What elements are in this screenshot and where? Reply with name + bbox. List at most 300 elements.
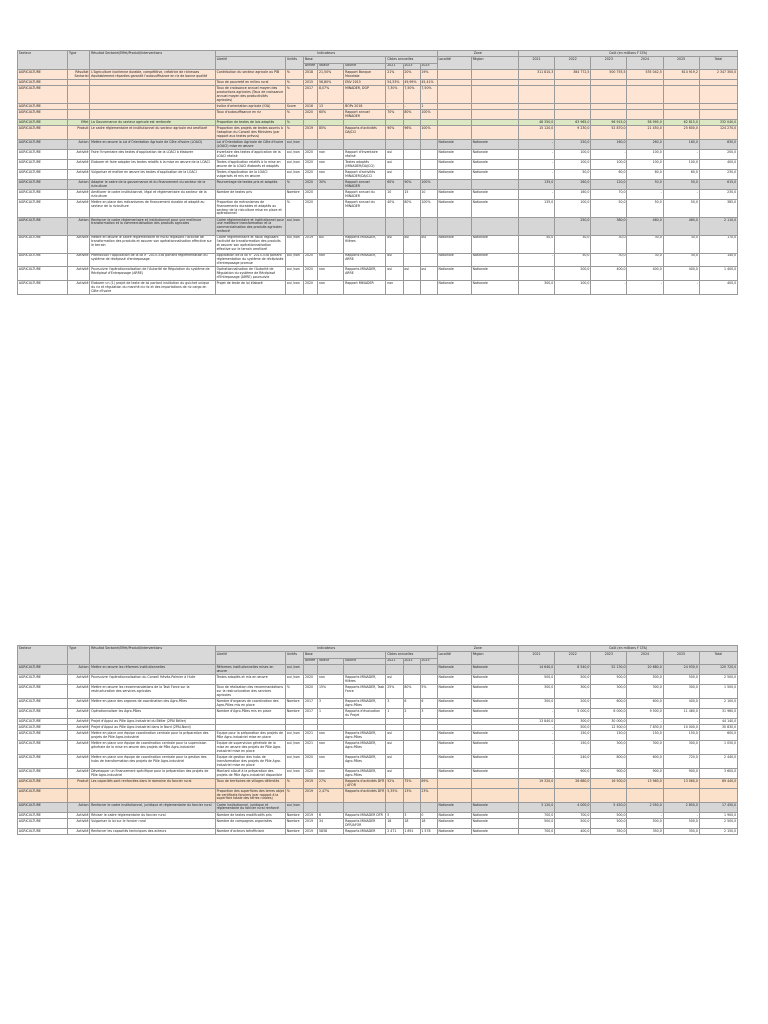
cell-resultat: La Gouvernance du secteur agricole est renforcée	[90, 120, 216, 126]
cell-localite: Nationale	[437, 190, 471, 200]
cell-cible-2021: oui	[386, 769, 403, 779]
cell-valeur: 15%	[318, 685, 344, 699]
cell-source: Rapports MINADER DFR/AFOR	[344, 819, 386, 829]
cell-cout-2025: -	[663, 150, 699, 160]
cell-type: Activité	[68, 685, 90, 699]
cell-cible-2023: 90%	[403, 180, 420, 190]
cell-unites: Nombre	[286, 190, 304, 200]
cell-localite: Nationale	[437, 665, 471, 675]
cell-cout-2021: -	[518, 190, 554, 200]
cell-region: Nationale	[471, 741, 518, 755]
cell-cout-2022: 900,0	[555, 769, 591, 779]
cell-resultat: Promouvoir l'application de la loi n° 2015-538 portant réglementation du système de récépissé d'entreposage	[90, 253, 216, 267]
cell-secteur: AGRICULTURE	[18, 719, 68, 725]
cell-valeur: 1	[318, 709, 344, 719]
cell-cout-2024	[627, 86, 663, 104]
cell-valeur: 21,50%	[318, 70, 344, 80]
cell-secteur: AGRICULTURE	[18, 802, 68, 812]
header-2024: 2024	[627, 57, 663, 70]
cell-unites: Nombre	[286, 812, 304, 818]
table-row	[18, 281, 738, 295]
cell-cible-2023	[403, 253, 420, 267]
cell-cible-2023: 49,99%	[403, 80, 420, 86]
cell-localite: Nationale	[437, 200, 471, 218]
cell-type: Activité	[68, 812, 90, 818]
cell-annee: 2017	[304, 699, 318, 709]
cell-total: 3 600,0	[699, 769, 737, 779]
cell-localite	[437, 110, 471, 120]
cell-cout-2022: 500,0	[555, 675, 591, 685]
cell-cout-2024: -	[627, 190, 663, 200]
cell-total: 2 110,0	[699, 217, 737, 235]
cell-cout-2025: 500,0	[663, 675, 699, 685]
cell-cout-2022	[555, 789, 591, 803]
cell-cible-2025	[420, 675, 437, 685]
cell-total: 615,0	[699, 180, 737, 190]
cell-source: Rapports MINADER, Agro-Pôles	[344, 755, 386, 769]
cell-unites: Score	[286, 104, 304, 110]
cell-total: 1 400,0	[699, 267, 737, 281]
cell-unites: %	[286, 120, 304, 126]
cell-cible-2023: 80%	[403, 110, 420, 120]
header-cout: Coût (en millions F CFA)	[518, 646, 737, 652]
cell-valeur: 5838	[318, 829, 344, 835]
cell-region	[471, 217, 518, 235]
cell-annee: 2019	[304, 829, 318, 835]
cell-cible-2021: 70%	[386, 110, 403, 120]
cell-cout-2024: 2 050,0	[627, 802, 663, 812]
cell-cout-2023: 52 870,0	[591, 126, 627, 140]
cell-cible-2021: 40%	[386, 200, 403, 218]
cell-total: 120 720,0	[699, 665, 737, 675]
cell-resultat: Poursuivre l'opérationnalisation de l'Autorité de Régulation du système de Récépissé d'Entreposage (ARRE)	[90, 267, 216, 281]
cell-type: Produit	[68, 126, 90, 140]
cell-resultat: Renforcer le cadre réglementaire et institutionnel pour une meilleure transformation et la commercialisation des produits agricoles	[90, 217, 216, 235]
cell-type: Activité	[68, 819, 90, 829]
cell-cible-2021: 52%	[386, 779, 403, 789]
cell-cible-2025: 45,41%	[420, 80, 437, 86]
cell-cout-2024: 260,0	[627, 140, 663, 150]
cell-resultat: Améliorer le cadre institutionnel, légal et réglementaire du secteur de la riziculture	[90, 190, 216, 200]
cell-libelle: Cadre réglementaire et institutionnel pour une meilleure transformation et la commercialisation des produits agricoles renforcé	[216, 217, 284, 234]
cell-unites: oui /non	[286, 160, 304, 170]
header-valeur: Valeur	[318, 63, 344, 69]
cell-cible-2025	[420, 731, 437, 741]
cell-valeur	[318, 140, 344, 150]
cell-valeur: 2,47%	[318, 789, 344, 803]
cell-cout-2024	[627, 789, 663, 803]
cell-unites: oui /non	[286, 235, 304, 253]
cell-unites: oui /non	[286, 731, 304, 741]
cell-cout-2021: 700,0	[518, 812, 554, 818]
cell-cout-2023: 100,0	[591, 160, 627, 170]
cell-region: Nationale	[471, 253, 518, 267]
cell-region: Nationale	[471, 665, 518, 675]
table-row	[18, 741, 738, 755]
cell-cout-2022: 240,0	[555, 755, 591, 769]
cell-resultat: Mettre en œuvre la Loi d'Orientation Agricole de Côte d'Ivoire (LOACI)	[90, 140, 216, 150]
cell-region	[471, 126, 518, 140]
cell-annee: 2020	[304, 755, 318, 769]
cell-cout-2023: 30,0	[591, 253, 627, 267]
cell-cout-2022: 260,0	[555, 180, 591, 190]
cell-annee	[304, 217, 318, 235]
cell-cout-2024: 50,0	[627, 200, 663, 218]
cell-region	[471, 789, 518, 803]
header-cibles: Cibles annuelles	[386, 57, 437, 63]
cell-annee: 2017	[304, 86, 318, 104]
cell-secteur: AGRICULTURE	[18, 120, 68, 126]
cell-cout-2025: -	[663, 281, 699, 295]
cell-cout-2022: 50,0	[555, 170, 591, 180]
cell-total: 200,0	[699, 150, 737, 160]
cell-total: 2 150,0	[699, 829, 737, 835]
cell-type: Activité	[68, 709, 90, 719]
table-row	[18, 86, 738, 104]
table-row	[18, 200, 738, 218]
plan-table-2	[17, 645, 738, 835]
cell-localite: Nationale	[437, 675, 471, 685]
cell-cout-2022: 63 965,0	[555, 120, 591, 126]
table-row	[18, 140, 738, 150]
cell-total: 44 140,0	[699, 719, 737, 725]
cell-cout-2025: 400,0	[663, 699, 699, 709]
cell-type: Action	[68, 140, 90, 150]
header-cible-2021: 2021	[386, 658, 403, 664]
cell-cout-2023: 350,0	[591, 829, 627, 835]
cell-cible-2023: 13%	[403, 789, 420, 803]
cell-total: 230,0	[699, 190, 737, 200]
cell-cout-2021: -	[518, 267, 554, 281]
cell-secteur: AGRICULTURE	[18, 741, 68, 755]
cell-cout-2024: 150,0	[627, 731, 663, 741]
cell-cout-2025	[663, 86, 699, 104]
cell-unites: %	[286, 789, 304, 803]
cell-localite: Nationale	[437, 160, 471, 170]
cell-type: Activité	[68, 170, 90, 180]
cell-secteur: AGRICULTURE	[18, 253, 68, 267]
cell-cout-2022: 26 680,0	[555, 779, 591, 789]
cell-secteur: AGRICULTURE	[18, 160, 68, 170]
cell-annee: 2021	[304, 731, 318, 741]
cell-source	[344, 217, 386, 235]
cell-total	[699, 110, 737, 120]
cell-cout-2023: -	[591, 281, 627, 295]
cell-cible-2023: 20%	[403, 70, 420, 80]
table-row	[18, 779, 738, 789]
cell-total: 30 830,0	[699, 725, 737, 731]
table-row	[18, 685, 738, 699]
cell-cout-2023: 160,0	[591, 140, 627, 150]
cell-annee: 2019	[304, 819, 318, 829]
cell-libelle: Taux d'autosuffisance en riz	[215, 110, 285, 120]
cell-cible-2021	[386, 665, 403, 675]
cell-cout-2021: -	[518, 769, 554, 779]
cell-unites: Nombre	[286, 819, 304, 829]
cell-cout-2025: 50,0	[663, 200, 699, 218]
cell-cout-2022: 4 000,0	[555, 802, 591, 812]
cell-resultat: Poursuivre l'opérationnalisation du Conseil Hévéa-Palmier à Huile	[90, 675, 216, 685]
cell-cible-2021: oui	[386, 235, 403, 253]
cell-annee: 2020	[304, 180, 318, 190]
header-2024: 2024	[627, 652, 663, 665]
cell-valeur: non	[318, 281, 344, 295]
header-region: Région	[471, 652, 518, 665]
cell-localite: Nationale	[437, 812, 471, 818]
cell-cout-2025	[663, 110, 699, 120]
cell-libelle: Proportion de mécanismes de financements durables et adaptés au secteur de la riziculture mise en place et opérationnel	[215, 200, 285, 218]
cell-secteur: AGRICULTURE	[18, 725, 68, 731]
header-indicateurs: Indicateurs	[215, 51, 437, 57]
cell-resultat: Elaborer et faire adopter les textes relatifs à la mise en œuvre de la LOACI	[90, 160, 216, 170]
cell-cible-2025	[420, 150, 437, 160]
header-indicateurs: Indicateurs	[215, 646, 437, 652]
cell-localite: Nationale	[437, 281, 471, 295]
header-resultat: Résultat Sectoriel/Effet/Produit/Interventions	[90, 51, 216, 70]
cell-secteur: AGRICULTURE	[18, 267, 68, 281]
header-cible-2025: 2025	[420, 658, 437, 664]
table-row	[18, 253, 738, 267]
cell-cout-2021: 15 120,0	[518, 126, 554, 140]
cell-secteur: AGRICULTURE	[18, 699, 68, 709]
cell-cout-2021: -	[518, 253, 554, 267]
cell-annee: 2020	[304, 685, 318, 699]
cell-libelle: Opérationnalisation de l'Autorité de Régulation du système de Récépissé d'Entreposage (ARRE) poursuivie	[215, 267, 285, 281]
cell-localite: Nationale	[437, 819, 471, 829]
table-row	[18, 665, 738, 675]
cell-cout-2022: 500,0	[555, 725, 591, 731]
cell-localite: Nationale	[437, 802, 471, 812]
cell-region: Nationale	[471, 731, 518, 741]
cell-cible-2021: oui	[386, 755, 403, 769]
cell-source: Rapports d'évaluation du Projet	[344, 709, 386, 719]
header-type: Type	[68, 646, 90, 665]
cell-region: Nationale	[471, 769, 518, 779]
cell-cible-2025: oui	[420, 267, 437, 281]
cell-cout-2021	[518, 86, 554, 104]
cell-cible-2023: 15	[403, 190, 420, 200]
cell-source: Rapports MINADER, Agro-Pôles	[344, 699, 386, 709]
cell-cible-2021: oui	[386, 150, 403, 160]
cell-type: Activité	[68, 699, 90, 709]
cell-resultat: Vulgariser et mettre en œuvre les textes d'application de la LOACI	[90, 170, 216, 180]
cell-unites: oui /non	[286, 741, 304, 755]
cell-cout-2022: 100,0	[555, 160, 591, 170]
cell-cout-2023: -	[591, 150, 627, 160]
header-2021: 2021	[518, 652, 554, 665]
cell-unites: %	[286, 180, 304, 190]
cell-secteur: AGRICULTURE	[18, 685, 68, 699]
cell-secteur: AGRICULTURE	[18, 675, 68, 685]
cell-libelle: Loi d'Orientation Agricole de Côte d'Ivoire (LOACI) mise en œuvre	[215, 140, 285, 150]
cell-annee: 2020	[304, 200, 318, 218]
cell-localite	[437, 126, 471, 140]
cell-cout-2024: 460,0	[627, 217, 663, 235]
cell-secteur: AGRICULTURE	[18, 755, 68, 769]
cell-cout-2022: 100,0	[555, 200, 591, 218]
cell-cout-2024: 9 500,0	[627, 709, 663, 719]
cell-cout-2024: 300,0	[627, 685, 663, 699]
cell-libelle: Nombre d'Agro-Pôles mis en place	[215, 709, 285, 719]
cell-valeur	[318, 802, 344, 812]
cell-localite	[437, 70, 471, 80]
cell-type: Activité	[68, 755, 90, 769]
cell-total: 2 347 300,0	[699, 70, 737, 80]
cell-unites: %	[286, 685, 304, 699]
cell-cible-2023: 2	[403, 709, 420, 719]
header-2022: 2022	[555, 652, 591, 665]
header-zone: Zone	[437, 51, 518, 57]
cell-total: 2 500,0	[699, 819, 737, 829]
cell-cout-2024: 58 995,0	[627, 120, 663, 126]
header-region: Région	[471, 57, 518, 70]
cell-libelle: Equipe de supervision générale de la mise en œuvre des projets de Pôle Agro-industriel mise en place	[215, 741, 285, 755]
cell-total: 230,0	[699, 170, 737, 180]
cell-source: Rapports MINADER, Task Force	[344, 685, 386, 699]
cell-region: Nationale	[471, 281, 518, 295]
cell-cout-2023: 300,0	[591, 685, 627, 699]
cell-source: Rapports MINADER DFR	[344, 812, 386, 818]
cell-secteur: AGRICULTURE	[18, 709, 68, 719]
cell-cout-2024: 30,0	[627, 253, 663, 267]
cell-region: Nationale	[471, 150, 518, 160]
header-cible-2023: 2023	[403, 658, 420, 664]
cell-cible-2023	[403, 170, 420, 180]
cell-region	[471, 110, 518, 120]
cell-cout-2025: 500,0	[663, 819, 699, 829]
header-cibles: Cibles annuelles	[386, 652, 437, 658]
cell-cible-2021: 3	[386, 699, 403, 709]
cell-type: Effet	[68, 120, 90, 126]
cell-cout-2021: 500,0	[518, 819, 554, 829]
cell-unites: oui /non	[286, 755, 304, 769]
cell-cout-2024: 100,0	[627, 160, 663, 170]
cell-cible-2021: 7,30%	[386, 86, 403, 104]
cell-cout-2022: 400,0	[555, 829, 591, 835]
cell-cible-2021: oui	[386, 267, 403, 281]
cell-annee: 2019	[304, 789, 318, 803]
cell-valeur: non	[318, 253, 344, 267]
cell-cible-2025	[420, 755, 437, 769]
cell-resultat: Mettre en place une équipe de coordination centrale pour la supervision générale de la mise en œuvre des projets de Pôle Agro-industriel	[90, 741, 216, 755]
cell-cout-2022: 5 000,0	[555, 709, 591, 719]
cell-type: Activité	[68, 200, 90, 218]
cell-cout-2024: 60,0	[627, 170, 663, 180]
cell-source: Rapport annuel MINADER	[344, 180, 386, 190]
cell-annee: 2020	[304, 190, 318, 200]
cell-cible-2023: oui	[403, 235, 420, 253]
cell-cout-2021: -	[518, 725, 554, 731]
cell-libelle: Taux de réalisation des recommandations sur la restructuration des services agricoles	[215, 685, 285, 699]
cell-valeur: non	[318, 741, 344, 755]
cell-cible-2023: 3	[403, 812, 420, 818]
cell-cout-2023: 600,0	[591, 699, 627, 709]
cell-annee: 2020	[304, 675, 318, 685]
header-libelle: Libellé	[215, 57, 285, 70]
cell-libelle: Proportion de textes de lois adoptés	[215, 120, 285, 126]
cell-valeur	[318, 665, 344, 675]
cell-source	[344, 802, 386, 812]
cell-libelle: Textes adoptés et mis en œuvre	[215, 675, 285, 685]
cell-cout-2025: 30,0	[663, 253, 699, 267]
cell-cout-2024: 600,0	[627, 699, 663, 709]
cell-annee: 2019	[304, 235, 318, 253]
cell-cout-2021: -	[518, 709, 554, 719]
cell-total: 2 100,0	[699, 699, 737, 709]
cell-cout-2021: 3 120,0	[518, 802, 554, 812]
cell-unites: %	[286, 80, 304, 86]
cell-secteur: AGRICULTURE	[18, 110, 68, 120]
header-unites: Unités	[286, 57, 304, 70]
cell-cible-2021: oui	[386, 731, 403, 741]
header-secteur: Secteur	[18, 646, 68, 665]
cell-cible-2025: 10	[420, 190, 437, 200]
cell-cout-2022: 250,0	[555, 140, 591, 150]
cell-secteur: AGRICULTURE	[18, 80, 68, 86]
cell-localite	[437, 779, 471, 789]
cell-resultat: Mettre en place une équipe coordination centrale pour la préparation des projets de Pôle Agro-industriel	[90, 731, 216, 741]
cell-valeur: 85%	[318, 126, 344, 140]
cell-unites: oui /non	[286, 675, 304, 685]
cell-localite	[437, 180, 471, 190]
cell-secteur: AGRICULTURE	[18, 150, 68, 160]
cell-cible-2025: 1	[420, 104, 437, 110]
cell-secteur: AGRICULTURE	[18, 731, 68, 741]
cell-cout-2024: 30,0	[627, 235, 663, 253]
cell-cout-2022: 200,0	[555, 699, 591, 709]
cell-cout-2022: 500,0	[555, 819, 591, 829]
cell-total: 400,0	[699, 160, 737, 170]
cell-cible-2021: oui	[386, 160, 403, 170]
cell-source: ENV 2015	[344, 80, 386, 86]
header-zone: Zone	[437, 646, 518, 652]
cell-region: Nationale	[471, 140, 518, 150]
cell-type	[68, 110, 90, 120]
cell-source: Rapport d'activités MINADER/DAJCCI	[344, 170, 386, 180]
cell-cible-2025	[420, 741, 437, 755]
cell-total: 2 440,0	[699, 755, 737, 769]
cell-type: Activité	[68, 731, 90, 741]
cell-region	[471, 180, 518, 190]
cell-secteur: AGRICULTURE	[18, 829, 68, 835]
cell-cout-2024: -	[627, 719, 663, 725]
cell-cout-2024: -	[627, 281, 663, 295]
cell-cout-2025: -	[663, 719, 699, 725]
cell-secteur: AGRICULTURE	[18, 140, 68, 150]
cell-cible-2025: oui	[420, 235, 437, 253]
cell-unites: %	[286, 110, 304, 120]
cell-type	[68, 789, 90, 803]
cell-source: Rapports MINADER, filières	[344, 235, 386, 253]
cell-libelle: Nombre de campagnes organisées	[215, 819, 285, 829]
cell-region: Nationale	[471, 812, 518, 818]
cell-cible-2023	[403, 741, 420, 755]
cell-secteur: AGRICULTURE	[18, 789, 68, 803]
cell-cout-2023: 500 755,5	[591, 70, 627, 80]
cell-unites: oui /non	[286, 769, 304, 779]
cell-valeur: 3	[318, 699, 344, 709]
cell-annee	[304, 140, 318, 150]
cell-cout-2023: 300,0	[591, 741, 627, 755]
cell-total	[699, 86, 737, 104]
cell-cout-2021: 14 640,0	[518, 665, 554, 675]
cell-cible-2025	[420, 140, 437, 150]
cell-unites: oui /non	[286, 150, 304, 160]
cell-valeur: non	[318, 769, 344, 779]
cell-unites: %	[286, 200, 304, 218]
cell-cout-2022: 384 772,5	[555, 70, 591, 80]
cell-localite: Nationale	[437, 709, 471, 719]
